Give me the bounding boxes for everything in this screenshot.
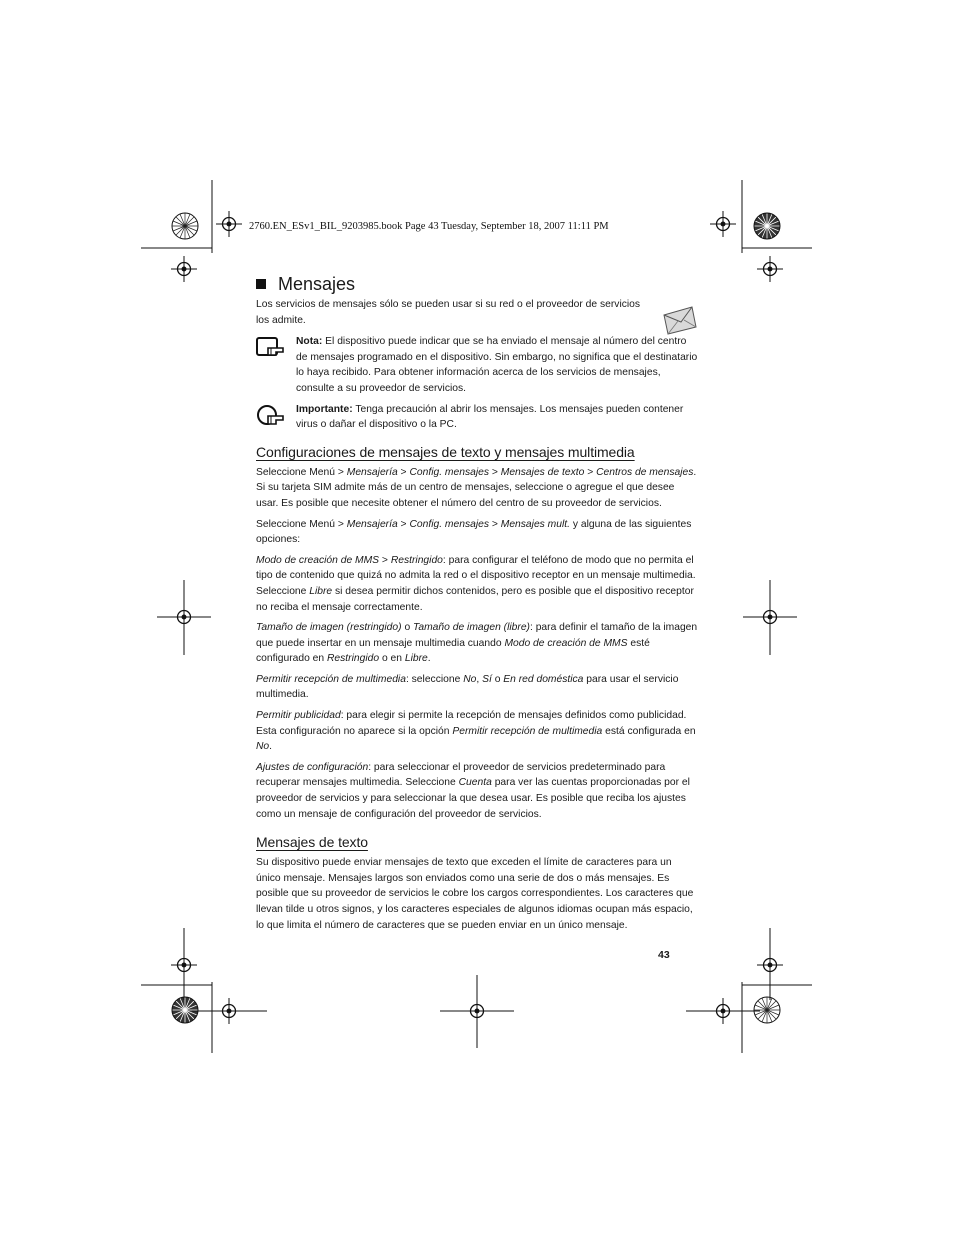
config-paragraph-2: Seleccione Menú > Mensajería > Config. mensajes > Mensajes mult. y alguna de las siguientes opciones: (256, 518, 692, 546)
print-header: 2760.EN_ESv1_BIL_9203985.book Page 43 Tuesday, September 18, 2007 11:11 PM (249, 221, 609, 232)
important-block (256, 402, 698, 433)
config-heading: Configuraciones de mensajes de texto y mensajes multimedia (256, 443, 635, 460)
intro-block (256, 297, 698, 328)
text-messages-heading: Mensajes de texto (256, 834, 368, 851)
note-text: El dispositivo puede indicar que se ha enviado el mensaje al número del centro de mensajes programado en el dispositivo. Sin embargo, no significa que el destinatario lo haya recibido. Para obtener información acerca de los servicios de mensajes, consulte a su proveedor de servicios. (296, 336, 698, 394)
important-hand-icon (256, 404, 286, 431)
option-allow-multimedia: Permitir recepción de multimedia: seleccione No, Sí o En red doméstica para usar el servicio multimedia. (256, 673, 679, 701)
page-content (256, 272, 698, 933)
important-text: Tenga precaución al abrir los mensajes. Los mensajes pueden contener virus o dañar el dispositivo o la PC. (296, 403, 684, 431)
page-number: 43 (658, 949, 670, 961)
option-mms-mode: Modo de creación de MMS > Restringido: para configurar el teléfono de modo que no permita el tipo de contenido que quizá no admita la red o el dispositivo receptor en un mensaje multimedia. Seleccione Libre si desea permitir dichos contenidos, pero es posible que el dispositivo receptor no reciba el mensaje correctamente. (256, 554, 696, 613)
option-allow-ads: Permitir publicidad: para elegir si permite la recepción de mensajes definidos como publicidad. Esta configuración no aparece si la opción Permitir recepción de multimedia está configurada en No. (256, 710, 696, 753)
option-config-settings: Ajustes de configuración: para seleccionar el proveedor de servicios predeterminado para recuperar mensajes multimedia. Seleccione Cuenta para ver las cuentas proporcionadas por el proveedor de servicios y para seleccionar la que desea usar. Es posible que reciba los ajustes como un mensaje de configuración del proveedor de servicios. (256, 761, 690, 820)
section-title (256, 272, 698, 296)
bullet-square (256, 279, 266, 289)
config-paragraph-1: Seleccione Menú > Mensajería > Config. mensajes > Mensajes de texto > Centros de mensajes. Si su tarjeta SIM admite más de un centro de mensajes, seleccione o agregue el que desee usar. Es posible que necesite obtener el número del centro de su proveedor de servicios. (256, 466, 697, 509)
note-label: Nota: (296, 336, 323, 348)
note-hand-icon (256, 336, 286, 363)
important-label: Importante: (296, 403, 353, 415)
note-block (256, 334, 698, 396)
text-messages-paragraph: Su dispositivo puede enviar mensajes de texto que exceden el límite de caracteres para un único mensaje. Mensajes largos son enviados como una serie de dos o más mensajes. Es posible que su proveedor de servicios le cobre los cargos correspondientes. Los caracteres que llevan tilde u otros signos, y los caracteres especiales de algunos idiomas ocupan más espacio, lo que limita el número de caracteres que se pueden enviar en un único mensaje. (256, 857, 694, 931)
section-title-text: Mensajes (278, 273, 356, 294)
option-image-size: Tamaño de imagen (restringido) o Tamaño de imagen (libre): para definir el tamaño de la imagen que puede insertar en un mensaje multimedia cuando Modo de creación de MMS esté configurado en Restringido o en Libre. (256, 622, 698, 665)
intro-text: Los servicios de mensajes sólo se pueden usar si su red o el proveedor de servicios los admite. (256, 299, 641, 326)
